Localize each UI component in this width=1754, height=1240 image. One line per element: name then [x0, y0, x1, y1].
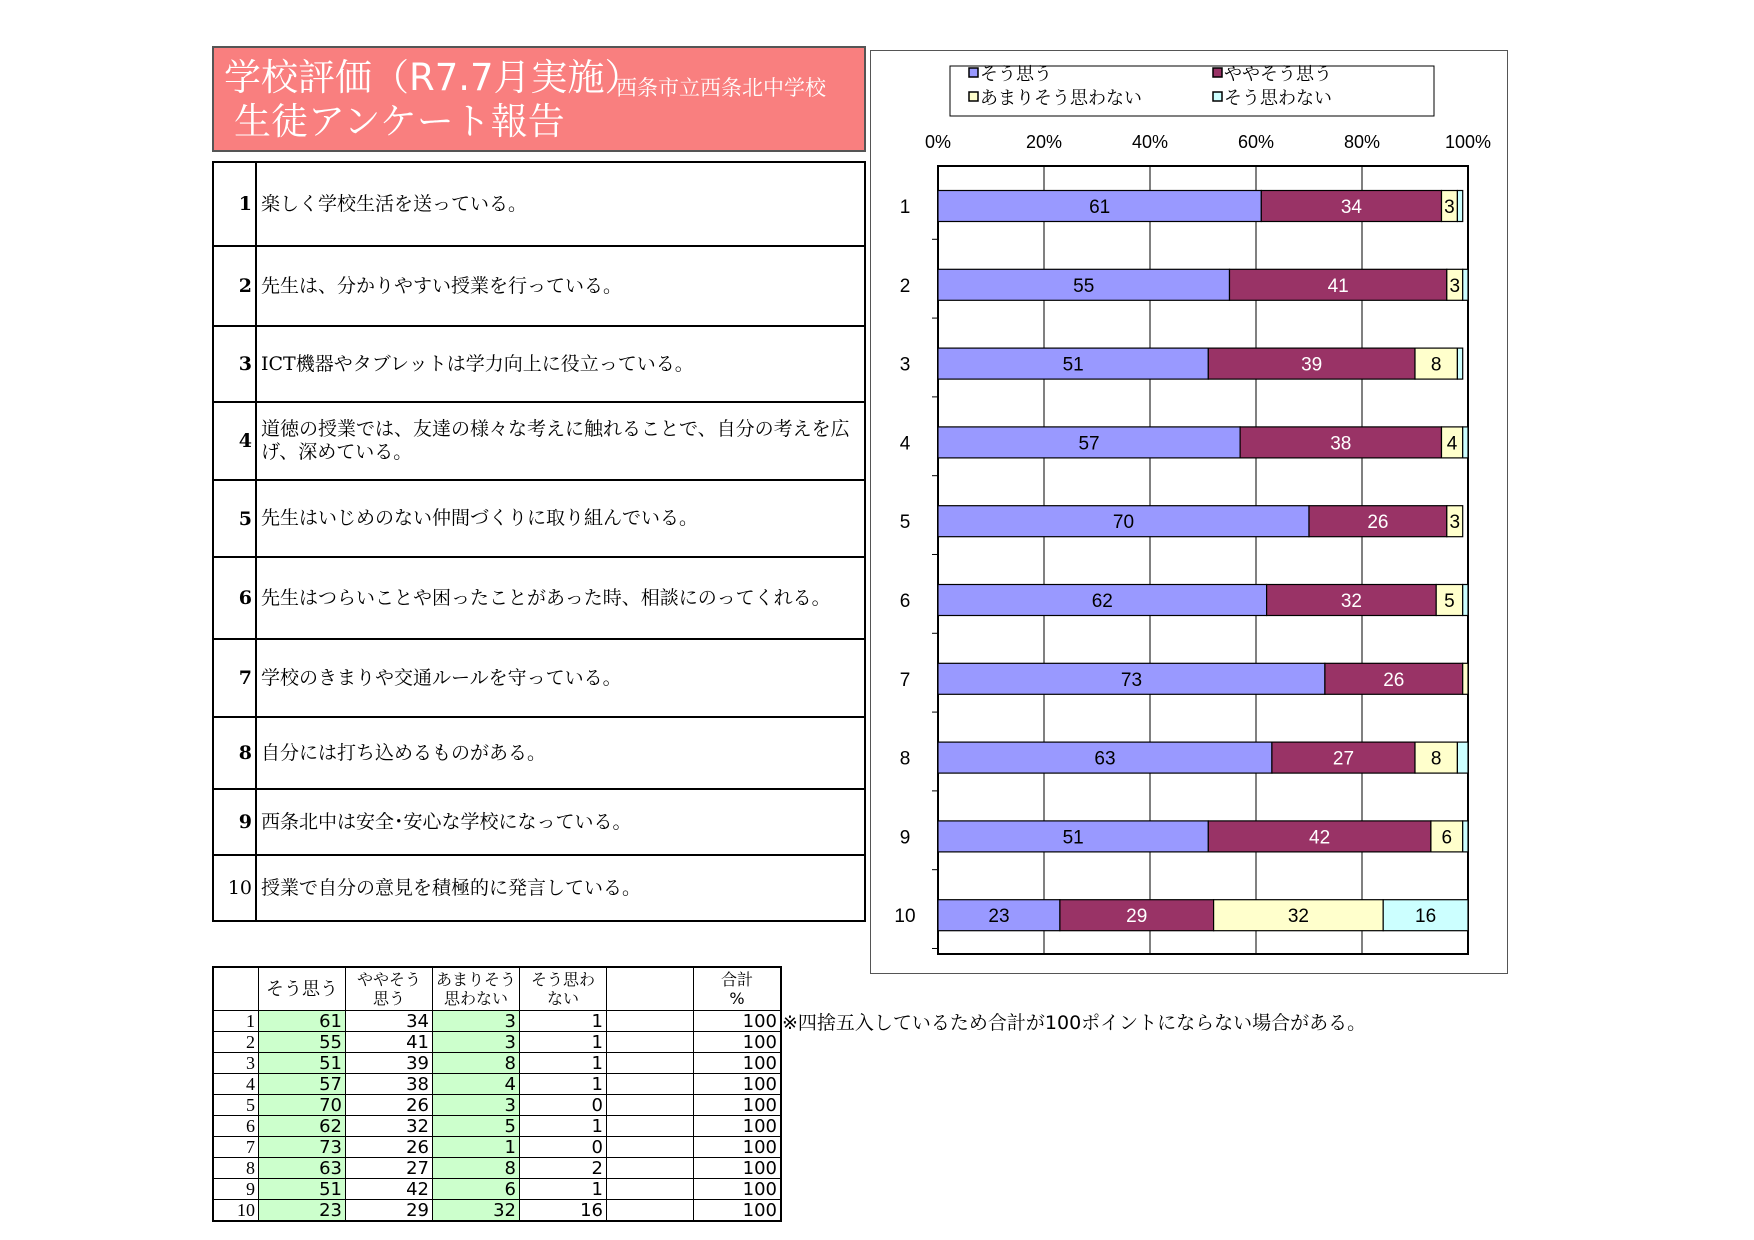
legend-swatch: [969, 92, 978, 101]
data-table-header-cell: [213, 967, 259, 1011]
data-label: 23: [988, 906, 1010, 928]
data-cell-c: 8: [433, 1158, 520, 1179]
data-cell-a: 70: [259, 1095, 346, 1116]
bar-segment: [1463, 269, 1468, 300]
legend-swatch: [1213, 68, 1222, 77]
data-table-header: [213, 967, 781, 1011]
header-line: ない: [546, 989, 579, 1008]
data-cell-t: 100: [694, 1200, 782, 1222]
data-label: 57: [1078, 433, 1100, 455]
data-label: 26: [1383, 669, 1405, 691]
data-label: 6: [1441, 827, 1453, 849]
data-cell-blank: [607, 1011, 694, 1032]
data-cell-b: 27: [346, 1158, 433, 1179]
data-cell-b: 42: [346, 1179, 433, 1200]
data-label: 70: [1112, 512, 1135, 534]
data-cell-t: 100: [694, 1074, 782, 1095]
data-cell-d: 0: [520, 1137, 607, 1158]
data-label: 4: [1446, 433, 1458, 455]
data-cell-t: 100: [694, 1179, 782, 1200]
question-text: 自分には打ち込めるものがある。: [256, 717, 865, 789]
data-table-row: [213, 1179, 781, 1200]
data-cell-blank: [607, 1095, 694, 1116]
data-cell-d: 1: [520, 1116, 607, 1137]
data-cell-n: 1: [213, 1011, 259, 1032]
data-cell-d: 1: [520, 1179, 607, 1200]
rounding-note: ※四捨五入しているため合計が100ポイントにならない場合がある。: [782, 1012, 1367, 1034]
data-cell-t: 100: [694, 1158, 782, 1179]
data-label: 3: [1449, 512, 1461, 534]
data-label: 63: [1094, 748, 1116, 770]
data-label: 32: [1340, 591, 1362, 612]
data-table-row: [213, 1032, 781, 1053]
data-table-row: [213, 1074, 781, 1095]
legend-swatch: [969, 68, 978, 77]
data-cell-n: 5: [213, 1095, 259, 1116]
question-table: [212, 161, 866, 922]
y-tick-label: 8: [899, 748, 911, 770]
data-cell-t: 100: [694, 1032, 782, 1053]
data-label: 8: [1430, 354, 1442, 376]
data-cell-blank: [607, 1032, 694, 1053]
x-tick-label: 0%: [924, 132, 952, 152]
header-line: ややそう: [356, 970, 421, 989]
data-label: 3: [1449, 275, 1461, 297]
data-label: 5: [1444, 591, 1455, 612]
question-text: 道徳の授業では、友達の様々な考えに触れることで、自分の考えを広げ、深めている。: [256, 402, 865, 480]
data-table-row: [213, 1011, 781, 1032]
data-cell-t: 100: [694, 1137, 782, 1158]
data-cell-b: 26: [346, 1095, 433, 1116]
data-cell-a: 61: [259, 1011, 346, 1032]
data-cell-blank: [607, 1074, 694, 1095]
data-table-header-cell: [694, 967, 782, 1011]
data-table-row: [213, 1137, 781, 1158]
x-tick-label: 40%: [1131, 132, 1169, 152]
data-cell-d: 1: [520, 1053, 607, 1074]
header-line: そう思う: [266, 978, 338, 1000]
page-subtitle: 生徒アンケート報告: [234, 100, 565, 143]
question-number: 6: [213, 557, 256, 639]
question-row: [213, 557, 865, 639]
data-cell-b: 29: [346, 1200, 433, 1222]
data-cell-c: 5: [433, 1116, 520, 1137]
x-tick-label: 60%: [1237, 132, 1275, 152]
data-cell-n: 2: [213, 1032, 259, 1053]
question-row: [213, 162, 865, 246]
question-number: 8: [213, 717, 256, 789]
question-text: 楽しく学校生活を送っている。: [256, 162, 865, 246]
data-cell-blank: [607, 1116, 694, 1137]
bar-segment: [1463, 427, 1468, 458]
data-label: 27: [1332, 748, 1355, 770]
data-cell-a: 63: [259, 1158, 346, 1179]
data-table-row: [213, 1095, 781, 1116]
data-cell-c: 4: [433, 1074, 520, 1095]
legend-label: ややそう思う: [1224, 64, 1332, 85]
x-tick-label: 100%: [1444, 132, 1492, 152]
bar-segment: [1457, 348, 1462, 379]
question-number: 1: [213, 162, 256, 246]
data-table-header-cell: [259, 967, 346, 1011]
legend-swatch: [1213, 92, 1222, 101]
data-label: 51: [1062, 354, 1084, 376]
y-tick-label: 10: [894, 906, 916, 928]
question-row: [213, 789, 865, 855]
data-label: 62: [1091, 591, 1113, 612]
question-text: 先生はいじめのない仲間づくりに取り組んでいる。: [256, 480, 865, 557]
data-label: 42: [1309, 827, 1331, 849]
data-label: 39: [1301, 354, 1323, 376]
question-number: 9: [213, 789, 256, 855]
x-tick-label: 20%: [1025, 132, 1063, 152]
data-cell-n: 8: [213, 1158, 259, 1179]
y-tick-label: 2: [899, 275, 911, 297]
data-cell-d: 0: [520, 1095, 607, 1116]
data-cell-c: 32: [433, 1200, 520, 1222]
x-tick-label: 80%: [1343, 132, 1381, 152]
data-cell-n: 10: [213, 1200, 259, 1222]
data-table-row: [213, 1200, 781, 1222]
data-cell-d: 16: [520, 1200, 607, 1222]
data-cell-b: 26: [346, 1137, 433, 1158]
question-row: [213, 639, 865, 717]
data-cell-c: 3: [433, 1095, 520, 1116]
y-tick-label: 1: [899, 197, 911, 218]
data-cell-d: 2: [520, 1158, 607, 1179]
bar-segment: [1463, 663, 1468, 694]
data-cell-blank: [607, 1053, 694, 1074]
header-line: %: [729, 989, 745, 1008]
data-cell-a: 73: [259, 1137, 346, 1158]
bar-segment: [1457, 191, 1462, 222]
data-cell-n: 3: [213, 1053, 259, 1074]
data-cell-t: 100: [694, 1095, 782, 1116]
data-cell-n: 9: [213, 1179, 259, 1200]
data-cell-d: 1: [520, 1074, 607, 1095]
y-tick-label: 9: [899, 827, 911, 849]
question-number: 2: [213, 246, 256, 326]
data-cell-t: 100: [694, 1053, 782, 1074]
data-cell-a: 23: [259, 1200, 346, 1222]
title-banner: [212, 46, 866, 152]
data-cell-a: 57: [259, 1074, 346, 1095]
question-row: [213, 326, 865, 402]
question-text: 授業で自分の意見を積極的に発言している。: [256, 855, 865, 921]
legend-label: そう思う: [980, 64, 1052, 85]
question-number: 3: [213, 326, 256, 402]
y-tick-label: 4: [899, 433, 911, 455]
data-label: 29: [1126, 906, 1148, 928]
data-cell-c: 1: [433, 1137, 520, 1158]
stacked-bar-chart: [870, 50, 1508, 974]
data-cell-n: 4: [213, 1074, 259, 1095]
data-cell-a: 62: [259, 1116, 346, 1137]
data-cell-c: 6: [433, 1179, 520, 1200]
data-table-header-cell: [520, 967, 607, 1011]
legend-label: あまりそう思わない: [980, 88, 1142, 109]
data-table-row: [213, 1116, 781, 1137]
question-text: 学校のきまりや交通ルールを守っている。: [256, 639, 865, 717]
data-cell-b: 39: [346, 1053, 433, 1074]
data-table-header-cell: [433, 967, 520, 1011]
data-label: 41: [1327, 275, 1349, 297]
data-cell-n: 6: [213, 1116, 259, 1137]
question-row: [213, 246, 865, 326]
data-table: [212, 966, 782, 1222]
data-label: 34: [1340, 197, 1362, 218]
data-cell-blank: [607, 1137, 694, 1158]
data-label: 55: [1073, 275, 1095, 297]
question-row: [213, 717, 865, 789]
data-label: 38: [1330, 433, 1352, 455]
data-label: 16: [1415, 906, 1437, 928]
data-label: 51: [1062, 827, 1084, 849]
data-table-row: [213, 1158, 781, 1179]
question-number: 10: [213, 855, 256, 921]
data-cell-c: 3: [433, 1032, 520, 1053]
data-cell-blank: [607, 1200, 694, 1222]
header-line: そう思わ: [530, 970, 595, 989]
data-cell-d: 1: [520, 1011, 607, 1032]
data-table-header-cell: [346, 967, 433, 1011]
data-cell-c: 8: [433, 1053, 520, 1074]
bar-segment: [1463, 585, 1468, 616]
data-cell-t: 100: [694, 1116, 782, 1137]
question-text: 先生は、分かりやすい授業を行っている。: [256, 246, 865, 326]
data-cell-b: 32: [346, 1116, 433, 1137]
school-name: 西条市立西条北中学校: [616, 76, 826, 100]
data-table-row: [213, 1053, 781, 1074]
question-number: 5: [213, 480, 256, 557]
header-line: あまりそう: [436, 970, 517, 989]
data-label: 8: [1430, 748, 1442, 770]
data-label: 61: [1089, 197, 1111, 218]
data-cell-c: 3: [433, 1011, 520, 1032]
data-label: 3: [1444, 197, 1455, 218]
data-cell-a: 55: [259, 1032, 346, 1053]
question-row: [213, 855, 865, 921]
question-number: 7: [213, 639, 256, 717]
data-table-header-cell: [607, 967, 694, 1011]
data-label: 26: [1367, 512, 1389, 534]
header-line: 思わない: [443, 989, 508, 1008]
data-cell-a: 51: [259, 1053, 346, 1074]
data-cell-b: 41: [346, 1032, 433, 1053]
y-tick-label: 6: [899, 591, 911, 612]
y-tick-label: 7: [899, 669, 911, 691]
question-text: ICT機器やタブレットは学力向上に役立っている。: [256, 326, 865, 402]
question-text: 先生はつらいことや困ったことがあった時、相談にのってくれる。: [256, 557, 865, 639]
legend-label: そう思わない: [1224, 88, 1332, 109]
question-row: [213, 480, 865, 557]
data-cell-a: 51: [259, 1179, 346, 1200]
data-cell-b: 34: [346, 1011, 433, 1032]
data-cell-t: 100: [694, 1011, 782, 1032]
data-label: 32: [1287, 906, 1309, 928]
data-cell-blank: [607, 1179, 694, 1200]
bar-segment: [1463, 821, 1468, 852]
data-cell-blank: [607, 1158, 694, 1179]
question-number: 4: [213, 402, 256, 480]
data-cell-b: 38: [346, 1074, 433, 1095]
data-label: 73: [1120, 669, 1143, 691]
question-row: [213, 402, 865, 480]
header-line: 合計: [720, 970, 753, 989]
data-cell-n: 7: [213, 1137, 259, 1158]
data-cell-d: 1: [520, 1032, 607, 1053]
header-line: 思う: [372, 989, 405, 1008]
question-text: 西条北中は安全･安心な学校になっている。: [256, 789, 865, 855]
bar-segment: [1457, 742, 1468, 773]
page-title: 学校評価（R7.7月実施）: [224, 56, 642, 99]
y-tick-label: 5: [899, 512, 911, 534]
y-tick-label: 3: [899, 354, 911, 376]
